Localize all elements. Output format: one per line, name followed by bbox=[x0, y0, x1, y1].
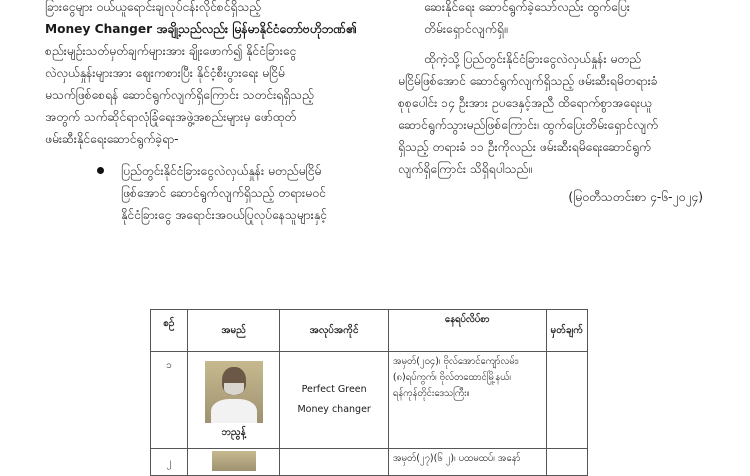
left-column bbox=[45, 0, 375, 226]
remarks-cell bbox=[546, 352, 587, 449]
row-number: ၁ bbox=[151, 352, 188, 449]
text-line: မငြိမ်ဖြစ်အောင် ဆောင်ရွက်လျက်ရှိသည့် ဖမ်းဆီးရမိတရားခံ bbox=[398, 74, 658, 88]
text-line: လျက်ရှိကြောင်း သိရှိရပါသည်။ bbox=[398, 162, 532, 176]
occupation-cell bbox=[280, 352, 388, 449]
text-line: ဖြစ်အောင် ဆောင်ရွက်လျက်ရှိသည့် တရားမဝင် bbox=[121, 186, 326, 200]
address-cell bbox=[388, 449, 546, 476]
text-line: ခြားငွေများ ဝယ်ယူရောင်းချလုပ်ငန်းလိုင်စင်ရှိသည့် bbox=[45, 0, 261, 14]
text-line: စည်းမျဉ်းသတ်မှတ်ချက်များအား ချိုးဖောက်၍ နိုင်ငံခြားငွေ bbox=[45, 44, 297, 58]
text-line: ပြည်တွင်းနိုင်ငံခြားငွေလဲလှယ်နှုန်း မတည်မငြိမ် bbox=[121, 164, 322, 178]
address-cell bbox=[388, 352, 546, 449]
row-number: ၂ bbox=[151, 449, 188, 476]
occupation-cell bbox=[280, 449, 388, 476]
header-name: အမည် bbox=[187, 310, 280, 352]
text-line: နိုင်ငံခြားငွေ အရောင်းအဝယ်ပြုလုပ်နေသူများနှင့် bbox=[121, 208, 327, 222]
address-line: (၈)ရပ်ကွက်၊ ဗိုလ်တထောင်မြို့နယ်၊ bbox=[392, 372, 511, 383]
text-line: လဲလှယ်နှုန်းများအား ဈေးကစားပြီး နိုင်ငံ့စီးပွားရေး မငြိမ် bbox=[45, 66, 285, 80]
text-line: မသက်ဖြစ်စေရန် ဆောင်ရွက်လျက်ရှိကြောင်း သတင်းရရှိသည့် bbox=[45, 88, 314, 102]
address-line: အမှတ်(၂၀၄)၊ ဗိုလ်အောင်ကျော်လမ်း၊ bbox=[392, 356, 519, 367]
table-header-row bbox=[151, 310, 588, 352]
header-address: နေရပ်လိပ်စာ bbox=[388, 310, 546, 352]
text-line: Money Changer အချို့သည်လည်း မြန်မာနိုင်ငံတော်ဗဟိုဘဏ်၏ bbox=[45, 22, 357, 36]
table-row bbox=[151, 352, 588, 449]
remarks-cell bbox=[546, 449, 587, 476]
text-line: တိမ်းရှောင်လျက်ရှိ။ bbox=[424, 22, 508, 36]
header-occupation: အလုပ်အကိုင် bbox=[280, 310, 388, 352]
address-line: အမှတ်(၂၇)(၆ ၂)၊ ပထမထပ်၊ အနော် bbox=[392, 453, 521, 464]
name-cell bbox=[187, 449, 280, 476]
suspect-table bbox=[150, 309, 588, 476]
name-cell bbox=[187, 352, 280, 449]
occupation-line: Money changer bbox=[297, 404, 371, 415]
suspect-photo bbox=[205, 361, 263, 423]
dateline: (မြဝတီသတင်းစာ ၄-၆-၂၀၂၄) bbox=[568, 190, 703, 204]
suspect-name: ဘညွန့် bbox=[221, 426, 246, 438]
address-line: ရန်ကုန်တိုင်းဒေသကြီး။ bbox=[392, 388, 470, 399]
text-line: အတွက် သက်ဆိုင်ရာလုံခြုံရေးအဖွဲ့အစည်းများမှ ဖော်ထုတ် bbox=[45, 110, 297, 124]
text-line: ထိုကဲ့သို့ ပြည်တွင်းနိုင်ငံခြားငွေလဲလှယ်နှုန်း မတည် bbox=[424, 52, 641, 66]
text-line: စုစုပေါင်း ၁၄ ဦးအား ဥပဒေနှင့်အညီ ထိရောက်စွာအရေးယူ bbox=[398, 96, 652, 110]
text-line: ဆေးနိုင်ရေး ဆောင်ရွက်ခဲ့သော်လည်း ထွက်ပြေး bbox=[424, 0, 630, 14]
right-column bbox=[398, 0, 703, 208]
bullet-item bbox=[45, 160, 375, 226]
header-remarks: မှတ်ချက် bbox=[546, 310, 587, 352]
occupation-line: Perfect Green bbox=[301, 384, 367, 395]
header-no: စဉ် bbox=[151, 310, 188, 352]
text-line: ရှိသည့် တရားခံ ၁၁ ဦးကိုလည်း ဖမ်းဆီးရမိရေးဆောင်ရွက် bbox=[398, 140, 651, 154]
table-row bbox=[151, 449, 588, 476]
suspect-photo bbox=[212, 451, 256, 471]
bullet-icon bbox=[97, 167, 104, 174]
text-line: ဖမ်းဆီးနိုင်ရေးဆောင်ရွက်ခဲ့ရာ- bbox=[45, 132, 179, 146]
text-line: ဆောင်ရွက်သွားမည်ဖြစ်ကြောင်း၊ ထွက်ပြေးတိမ်းရှောင်လျက် bbox=[398, 118, 659, 132]
